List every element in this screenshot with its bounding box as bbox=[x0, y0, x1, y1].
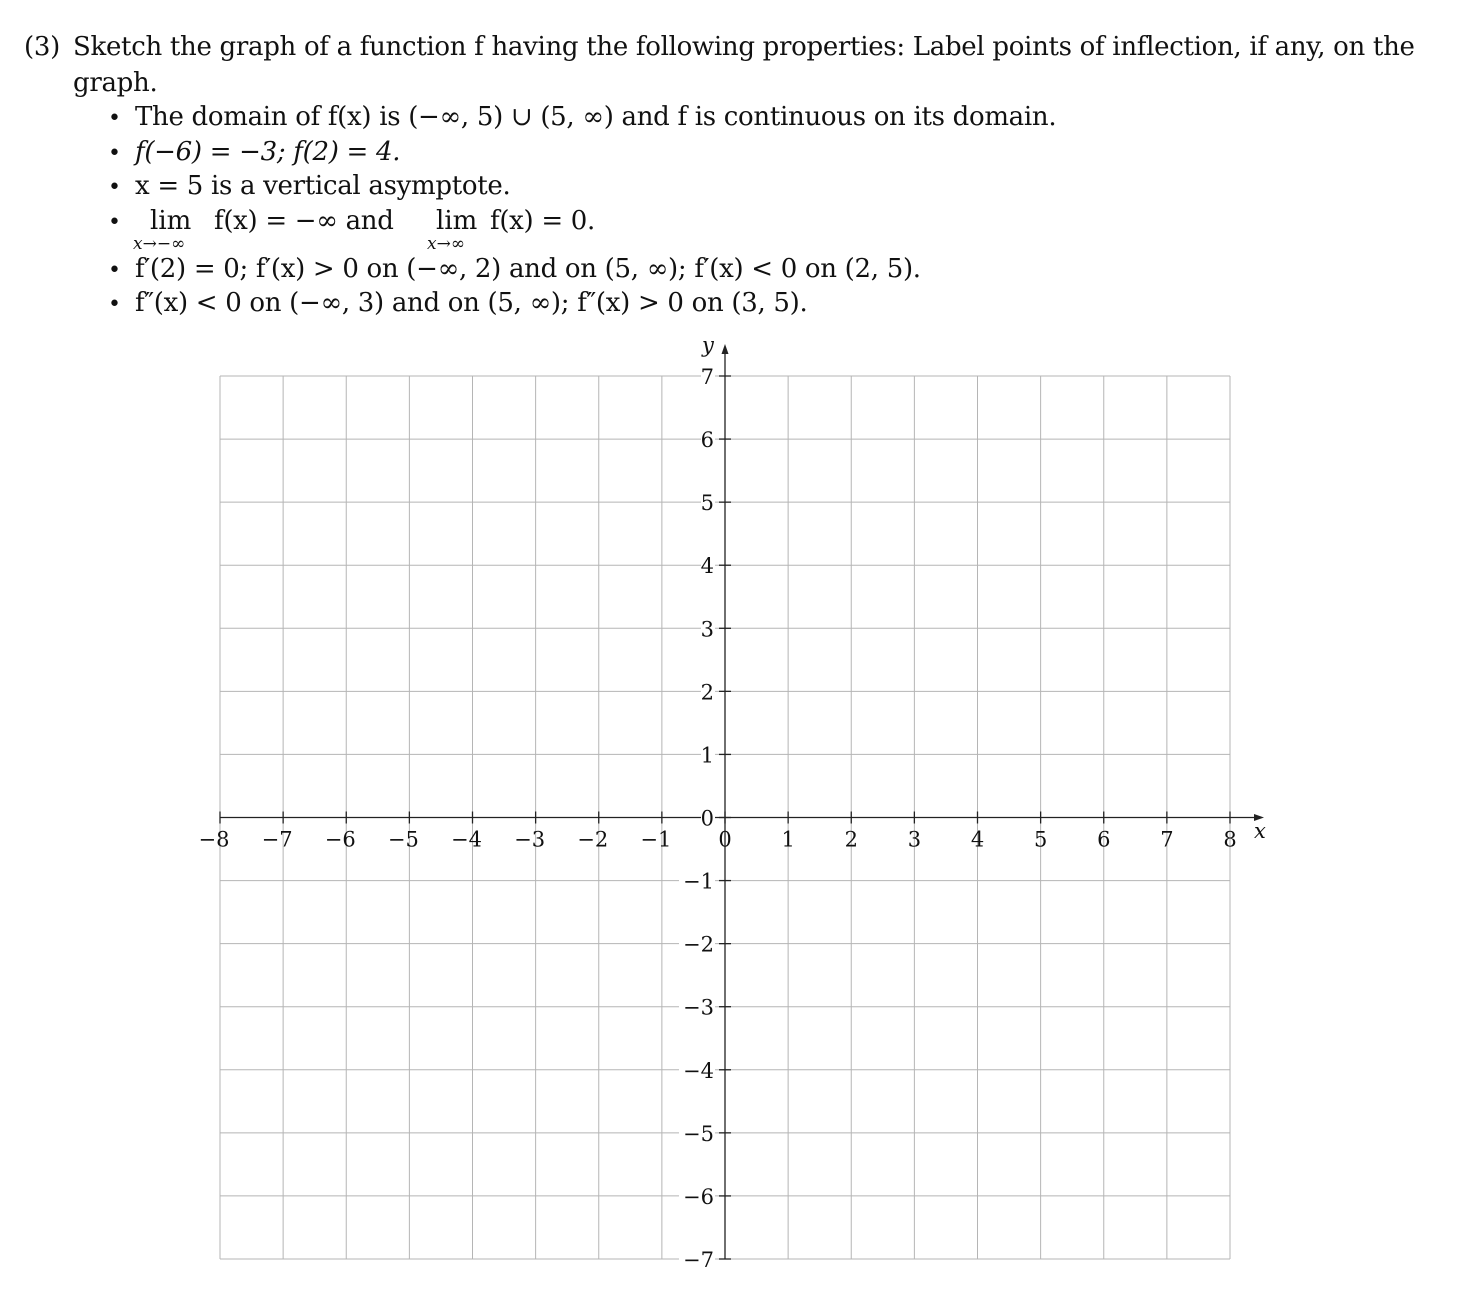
y-tick-label: −2 bbox=[683, 932, 714, 957]
x-tick-label: 5 bbox=[1033, 827, 1048, 852]
x-tick-label: 0 bbox=[718, 827, 732, 852]
y-tick-label: 3 bbox=[700, 617, 714, 642]
y-axis-arrow-icon bbox=[722, 344, 729, 354]
x-tick-label: 6 bbox=[1097, 827, 1111, 852]
axes bbox=[220, 344, 1264, 1259]
limit-operator: lim bbox=[436, 206, 478, 236]
bullet-marker: • bbox=[108, 292, 121, 317]
y-tick-label: 1 bbox=[700, 743, 714, 768]
problem-statement: Sketch the graph of a function f having the following properties: Label points of inflection, if any, on the bbox=[73, 32, 1415, 62]
y-tick-label: −6 bbox=[683, 1184, 714, 1209]
y-tick-label: 0 bbox=[700, 806, 714, 831]
property-values: f(−6) = −3; f(2) = 4. bbox=[135, 137, 401, 167]
y-tick-label: −4 bbox=[683, 1058, 714, 1083]
problem-statement-cont: graph. bbox=[73, 68, 158, 98]
property-asymptote: x = 5 is a vertical asymptote. bbox=[135, 171, 511, 201]
bullet-marker: • bbox=[108, 175, 121, 200]
x-tick-label: −7 bbox=[261, 827, 293, 852]
x-tick-label: 1 bbox=[781, 827, 795, 852]
limit-text: f(x) = −∞ and bbox=[214, 206, 394, 236]
property-second-derivative: f″(x) < 0 on (−∞, 3) and on (5, ∞); f″(x) > 0 on (3, 5). bbox=[135, 288, 808, 318]
tick-labels bbox=[199, 365, 1237, 1272]
x-tick-label: −3 bbox=[514, 827, 546, 852]
bullet-marker: • bbox=[108, 106, 121, 131]
x-axis-label: x bbox=[1254, 819, 1266, 843]
limit-operator: lim bbox=[150, 206, 192, 236]
y-tick-label: −5 bbox=[683, 1121, 714, 1146]
x-tick-label: −6 bbox=[324, 827, 356, 852]
y-axis-label: y bbox=[702, 333, 714, 357]
problem-number: (3) bbox=[24, 32, 60, 62]
x-tick-label: −5 bbox=[387, 827, 419, 852]
x-tick-label: 8 bbox=[1223, 827, 1237, 852]
limit-subscript: x→∞ bbox=[427, 234, 465, 254]
x-tick-label: 7 bbox=[1160, 827, 1174, 852]
x-tick-label: −8 bbox=[198, 827, 230, 852]
x-tick-label: −1 bbox=[640, 827, 672, 852]
y-tick-label: 2 bbox=[700, 680, 714, 705]
bullet-marker: • bbox=[108, 210, 121, 235]
y-tick-label: 6 bbox=[700, 428, 714, 453]
x-tick-label: 3 bbox=[907, 827, 922, 852]
limit-text: f(x) = 0. bbox=[490, 206, 595, 236]
bullet-marker: • bbox=[108, 258, 121, 283]
y-tick-label: 7 bbox=[700, 365, 714, 389]
x-tick-label: 4 bbox=[970, 827, 985, 852]
bullet-marker: • bbox=[108, 141, 121, 166]
y-tick-label: −3 bbox=[683, 995, 714, 1020]
property-first-derivative: f′(2) = 0; f′(x) > 0 on (−∞, 2) and on (5, ∞); f′(x) < 0 on (2, 5). bbox=[135, 254, 921, 284]
limit-subscript: x→−∞ bbox=[133, 234, 186, 254]
y-tick-label: −7 bbox=[683, 1248, 714, 1272]
property-domain: The domain of f(x) is (−∞, 5) ∪ (5, ∞) and f is continuous on its domain. bbox=[135, 102, 1057, 132]
x-tick-label: −2 bbox=[577, 827, 609, 852]
y-tick-label: −1 bbox=[683, 869, 714, 894]
y-tick-label: 5 bbox=[700, 491, 714, 516]
x-tick-label: −4 bbox=[451, 827, 482, 852]
x-tick-label: 2 bbox=[844, 827, 858, 852]
y-tick-label: 4 bbox=[700, 554, 714, 579]
